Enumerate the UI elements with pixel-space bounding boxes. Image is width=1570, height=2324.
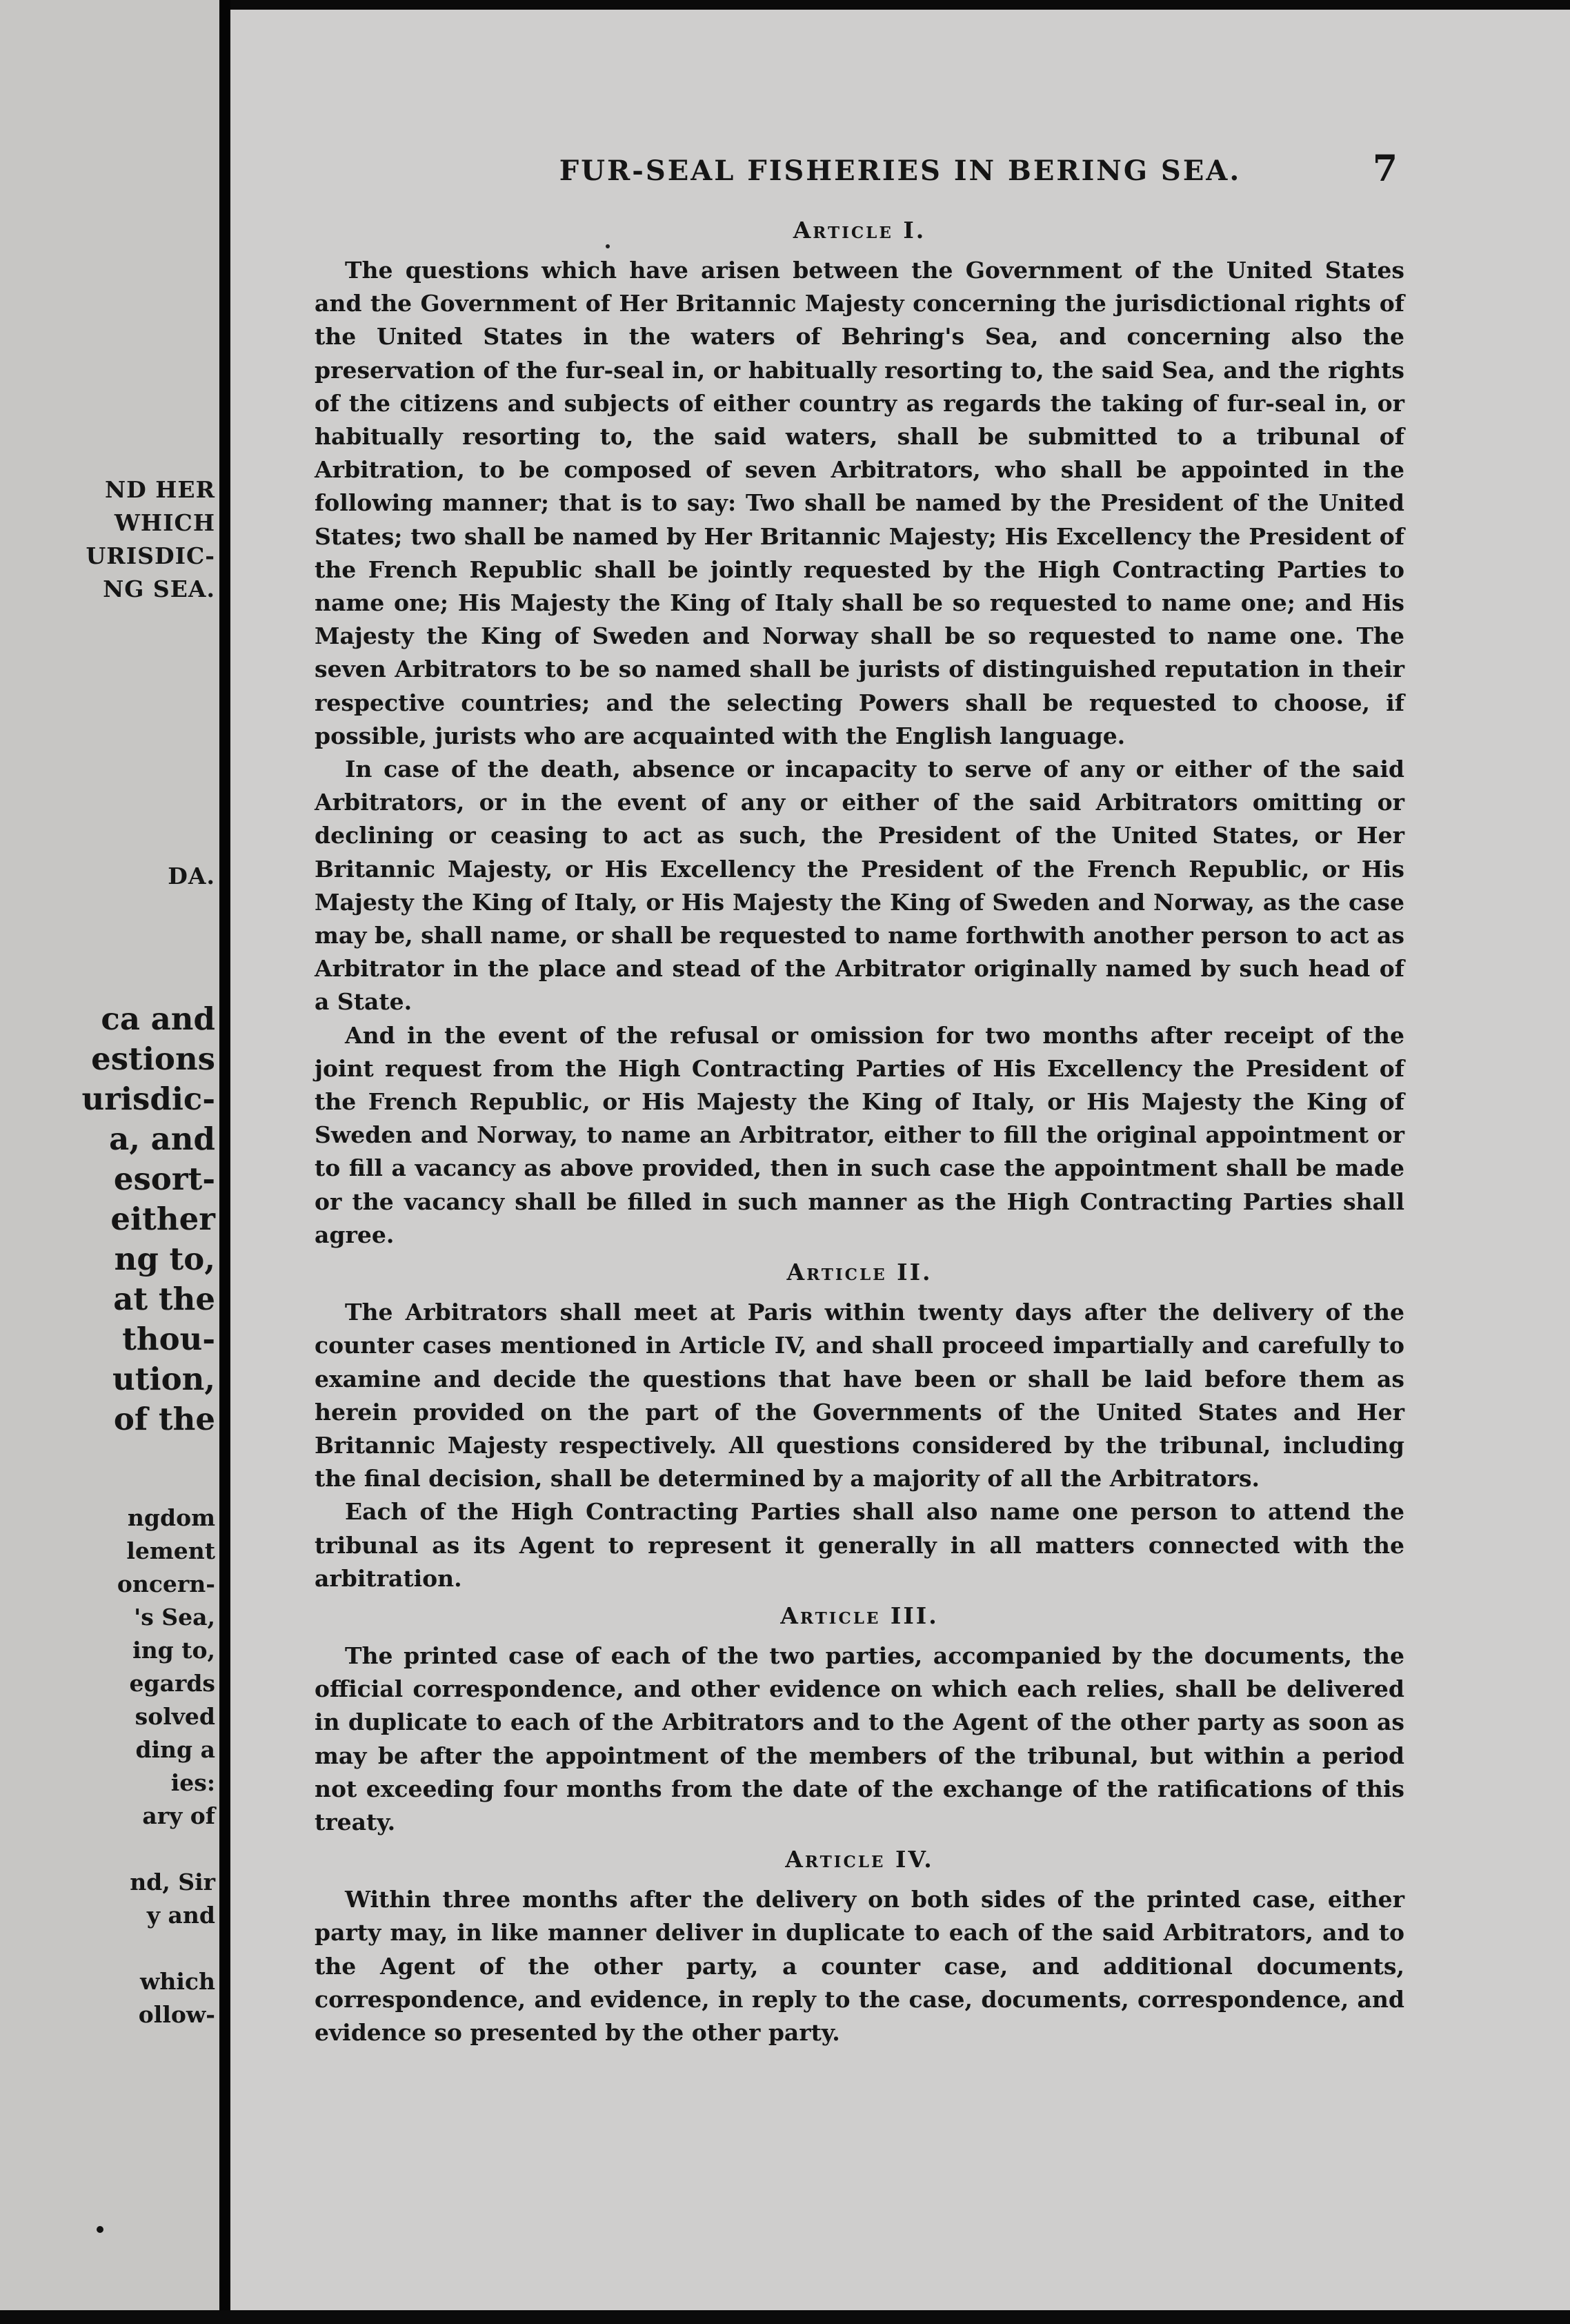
facing-section-heading: DA.: [168, 863, 215, 889]
facing-small-line: 's Sea,: [134, 1604, 215, 1631]
article-heading: Article II.: [786, 1259, 933, 1286]
facing-small-line: oncern-: [117, 1570, 215, 1597]
facing-small-line: which: [139, 1968, 215, 1995]
facing-text-line: estions: [91, 1041, 215, 1077]
facing-text-line: either: [110, 1201, 215, 1237]
facing-text-line: ution,: [112, 1361, 215, 1397]
page-number: 7: [1372, 148, 1398, 190]
facing-small-line: ing to,: [132, 1637, 215, 1664]
facing-small-line: ding a: [135, 1736, 215, 1763]
article-heading: Article IV.: [785, 1846, 934, 1873]
page: [230, 10, 1570, 2324]
article-paragraph: The Arbitrators shall meet at Paris within twenty days after the delivery of the counter cases mentioned in Article IV, and shall proceed impartially and carefully to examine and decide the questions that have been or shall be laid before them as herein provided on the part of the Governments of the United States and Her Britannic Majesty respectively. All questions considered by the tribunal, including the final decision, shall be determined by a majority of all the Arbitrators.: [315, 1299, 1404, 1493]
facing-text-line: ng to,: [114, 1241, 215, 1277]
facing-small-line: ies:: [170, 1769, 215, 1796]
article-paragraph: The printed case of each of the two parties, accompanied by the documents, the official correspondence, and other evidence on which each relies, shall be delivered in duplicate to each of the Arbitrators and to the Agent of the other party as soon as may be after the appointment of the members of the tribunal, but within a period not exceeding four months from the date of the exchange of the ratifications of this treaty.: [315, 1642, 1404, 1835]
running-head: FUR-SEAL FISHERIES IN BERING SEA.: [559, 155, 1242, 187]
facing-text-line: a, and: [109, 1121, 215, 1157]
scan-edge: [0, 2310, 1570, 2324]
facing-text-line: esort-: [113, 1161, 215, 1197]
facing-text-line: urisdic-: [81, 1081, 215, 1117]
article-paragraph: Within three months after the delivery on both sides of the printed case, either party may, in like manner deliver in duplicate to each of the said Arbitrators, and to the Agent of the other party, a counter case, and additional documents, correspondence, and evidence, in reply to the case, documents, correspondence, and evidence so presented by the other party.: [315, 1886, 1404, 2046]
article-paragraph: The questions which have arisen between the Government of the United States and the Government of Her Britannic Majesty concerning the jurisdictional rights of the United States in the waters of Behring's Sea, and concerning also the preservation of the fur-seal in, or habitually resorting to, the said Sea, and the rights of the citizens and subjects of either country as regards the taking of fur-seal in, or habitually resorting to, the said waters, shall be submitted to a tribunal of Arbitration, to be composed of seven Arbitrators, who shall be appointed in the following manner; that is to say: Two shall be named by the President of the United States; two shall be named by Her Britannic Majesty; His Excellency the President of the French Republic shall be jointly requested by the High Contracting Parties to name one; His Majesty the King of Italy shall be so requested to name one; and His Majesty the King of Sweden and Norway shall be so requested to name one. The seven Arbitrators to be so named shall be jurists of distinguished reputation in their respective countries; and the selecting Powers shall be requested to choose, if possible, jurists who are acquainted with the English language.: [315, 257, 1404, 749]
ink-speck: [97, 2226, 103, 2233]
book-gutter: [219, 0, 230, 2324]
facing-small-line: ngdom: [127, 1504, 215, 1531]
facing-text-line: at the: [113, 1281, 215, 1317]
facing-small-line: nd, Sir: [130, 1869, 215, 1895]
facing-small-line: lement: [126, 1537, 215, 1564]
article-paragraph: Each of the High Contracting Parties shall also name one person to attend the tribunal as its Agent to represent it generally in all matters connected with the arbitration.: [315, 1498, 1404, 1592]
facing-heading-line: NG SEA.: [103, 575, 215, 602]
page-header: [230, 148, 1570, 196]
facing-heading-line: WHICH: [114, 509, 215, 536]
facing-page-fragment: [0, 0, 219, 2324]
facing-text-line: thou-: [122, 1321, 215, 1357]
facing-small-line: ary of: [142, 1802, 215, 1829]
facing-text-line: ca and: [101, 1001, 215, 1037]
facing-text-line: of the: [113, 1401, 215, 1437]
facing-small-line: y and: [146, 1902, 215, 1929]
facing-small-line: ollow-: [138, 2001, 215, 2028]
article-paragraph: And in the event of the refusal or omission for two months after receipt of the joint request from the High Contracting Parties of His Excellency the President of the French Republic, or His Majesty the King of Italy, or His Majesty the King of Sweden and Norway, to name an Arbitrator, either to fill the original appointment or to fill a vacancy as above provided, then in such case the appointment shall be made or the vacancy shall be filled in such manner as the High Contracting Parties shall agree.: [315, 1021, 1404, 1248]
article-heading: Article III.: [780, 1602, 939, 1629]
article-paragraph: In case of the death, absence or incapacity to serve of any or either of the said Arbitrators, or in the event of any or either of the said Arbitrators omitting or declining or ceasing to act as such, the President of the United States, or Her Britannic Majesty, or His Excellency the President of the French Republic, or His Majesty the King of Italy, or His Majesty the King of Sweden and Norway, as the case may be, shall name, or shall be requested to name forthwith another person to act as Arbitrator in the place and stead of the Arbitrator originally named by such head of a State.: [315, 756, 1404, 1016]
facing-small-line: egards: [129, 1670, 215, 1697]
facing-small-line: solved: [135, 1703, 215, 1730]
treaty-text: [315, 210, 1404, 2049]
article-heading: Article I.: [793, 217, 926, 244]
facing-heading-line: URISDIC-: [86, 542, 215, 569]
facing-heading-line: ND HER: [104, 476, 215, 503]
